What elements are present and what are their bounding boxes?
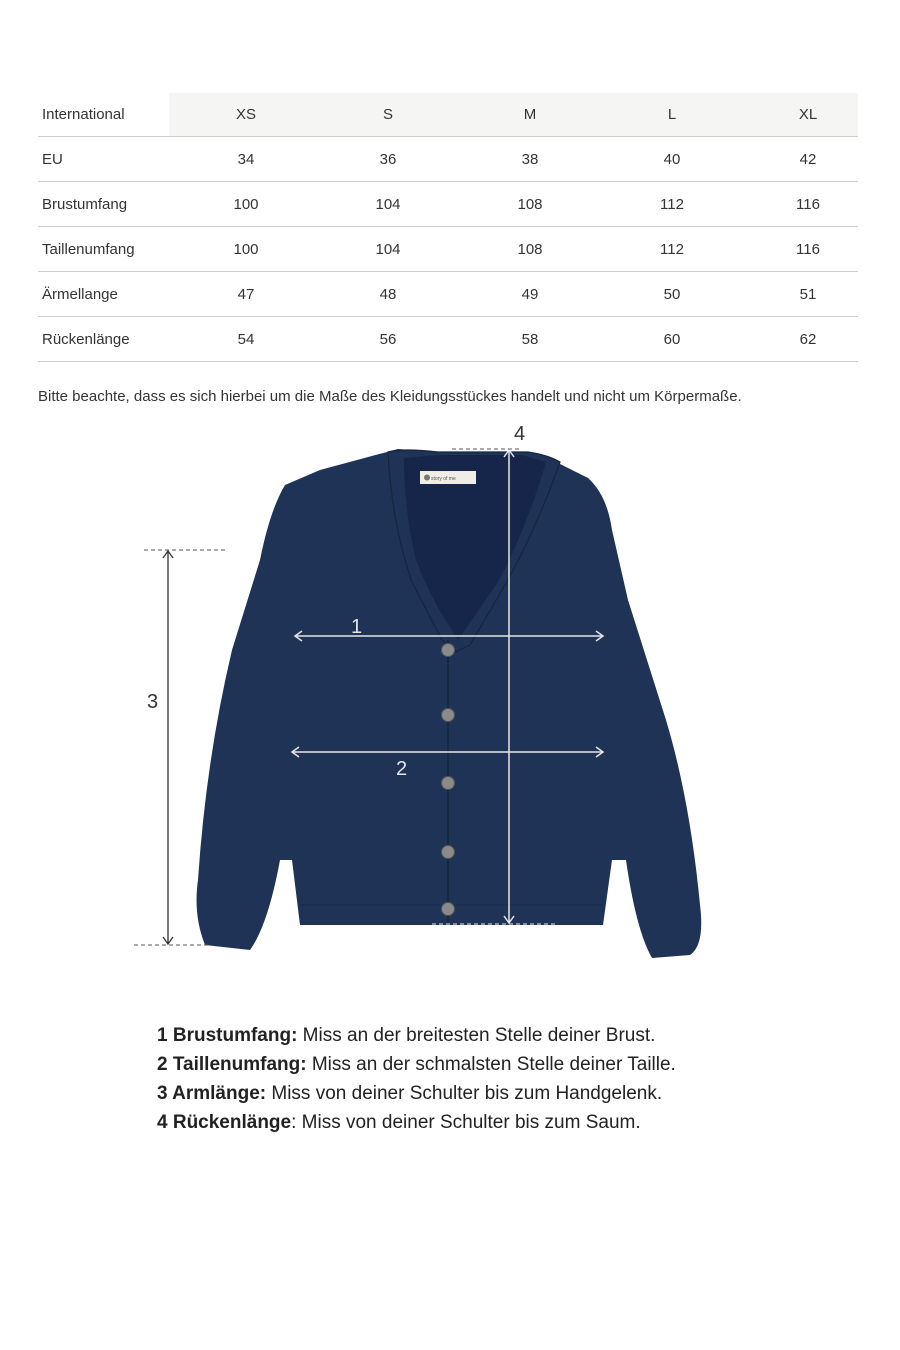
size-s: S <box>382 106 393 123</box>
size-xl: XL <box>798 106 818 123</box>
legend-text: Miss an der breitesten Stelle deiner Brust. <box>297 1025 656 1046</box>
row-label: International <box>42 106 125 123</box>
legend-item-waist <box>157 1050 676 1079</box>
table-cell: 49 <box>521 285 539 303</box>
table-cell: 54 <box>237 330 255 348</box>
button-icon <box>442 777 455 790</box>
cardigan-measurement-diagram <box>0 415 900 985</box>
table-cell: 36 <box>379 150 397 168</box>
size-xs: XS <box>235 106 256 123</box>
garment-measurement-note: Bitte beachte, dass es sich hierbei um die Maße des Kleidungsstückes handelt und nicht um Körpermaße. <box>38 388 742 405</box>
marker-3: 3 <box>147 691 159 713</box>
button-icon <box>442 846 455 859</box>
legend-term: 3 Armlänge: <box>157 1083 267 1104</box>
table-cell: 100 <box>233 195 259 213</box>
table-cell: 56 <box>379 330 397 348</box>
table-cell: 116 <box>796 240 820 258</box>
table-cell: 34 <box>237 150 255 168</box>
table-cell: 108 <box>517 240 543 258</box>
size-m: M <box>523 106 537 123</box>
table-cell: 62 <box>799 330 817 348</box>
row-label: EU <box>42 150 63 168</box>
button-icon <box>442 644 455 657</box>
legend-item-chest <box>157 1021 676 1050</box>
brand-label-text: story of me <box>431 476 456 482</box>
row-label: Ärmellange <box>42 285 118 303</box>
marker-4: 4 <box>514 423 526 445</box>
cardigan-illustration <box>197 449 702 958</box>
table-cell: 108 <box>517 195 543 213</box>
table-cell: 48 <box>379 285 397 303</box>
row-label: Taillenumfang <box>42 240 135 258</box>
legend-item-back <box>157 1108 676 1137</box>
table-cell: 40 <box>663 150 681 168</box>
legend-text: : Miss von deiner Schulter bis zum Saum. <box>291 1112 641 1133</box>
legend-text: Miss von deiner Schulter bis zum Handgelenk. <box>266 1083 663 1104</box>
table-cell: 60 <box>663 330 681 348</box>
table-cell: 116 <box>796 195 820 213</box>
legend-item-sleeve <box>157 1079 676 1108</box>
table-cell: 58 <box>521 330 539 348</box>
table-cell: 112 <box>660 240 684 258</box>
table-row <box>38 227 858 272</box>
row-label: Rückenlänge <box>42 330 130 348</box>
size-table <box>38 93 858 362</box>
legend-term: 1 Brustumfang: <box>157 1025 298 1046</box>
table-row <box>38 317 858 362</box>
logo-icon <box>424 475 430 481</box>
marker-2: 2 <box>396 758 408 780</box>
button-icon <box>442 903 455 916</box>
table-cell: 42 <box>799 150 817 168</box>
table-cell: 50 <box>663 285 681 303</box>
legend-term: 4 Rückenlänge <box>157 1112 292 1133</box>
table-cell: 100 <box>233 240 259 258</box>
table-cell: 112 <box>660 195 684 213</box>
marker-1: 1 <box>351 616 363 638</box>
measurement-legend <box>157 1021 676 1137</box>
table-row <box>38 137 858 182</box>
table-cell: 104 <box>375 240 401 258</box>
table-header-row <box>38 93 858 137</box>
table-cell: 51 <box>799 285 817 303</box>
row-label: Brustumfang <box>42 195 128 213</box>
table-cell: 47 <box>237 285 255 303</box>
button-icon <box>442 709 455 722</box>
legend-text: Miss an der schmalsten Stelle deiner Taille. <box>306 1054 676 1075</box>
table-cell: 38 <box>521 150 539 168</box>
table-cell: 104 <box>375 195 401 213</box>
table-row <box>38 182 858 227</box>
legend-term: 2 Taillenumfang: <box>157 1054 307 1075</box>
table-row <box>38 272 858 317</box>
size-l: L <box>667 106 677 123</box>
